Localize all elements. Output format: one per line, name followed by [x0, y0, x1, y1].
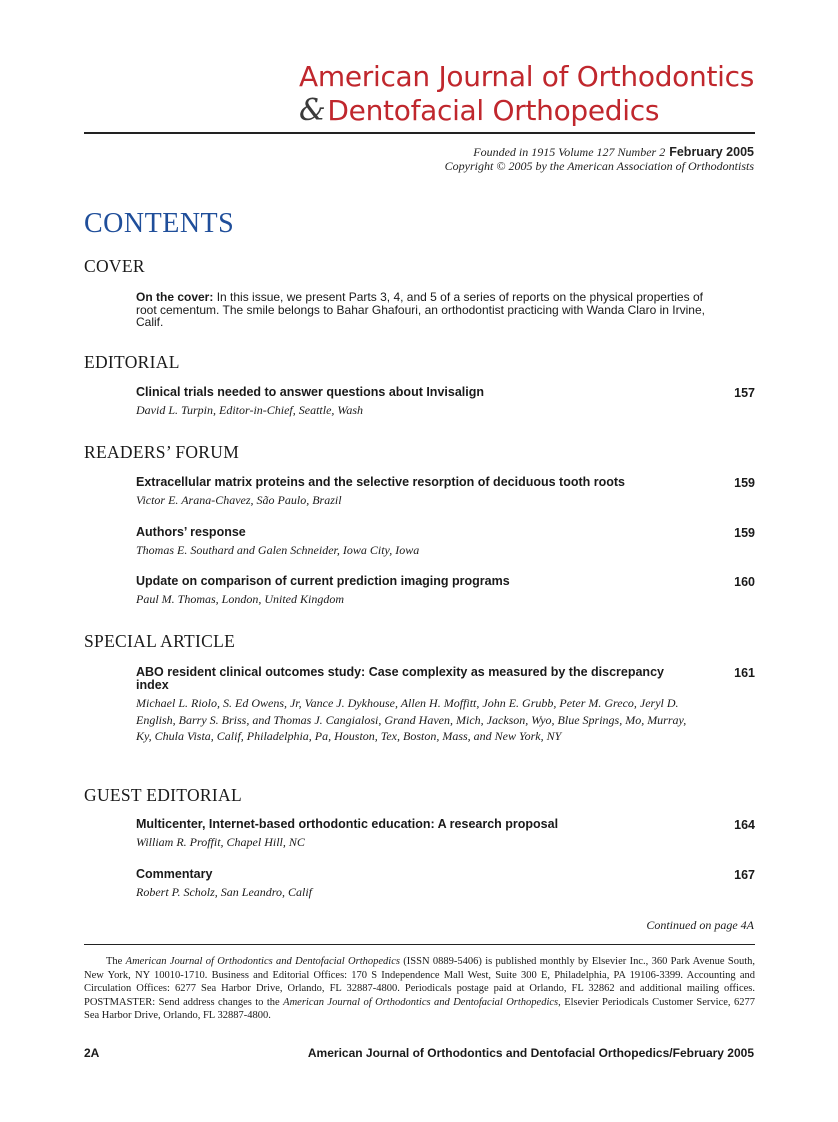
continued-note: Continued on page 4A	[646, 918, 754, 932]
section-heading-cover: COVER	[84, 256, 145, 276]
issue-info	[445, 145, 754, 173]
copyright: Copyright © 2005 by the American Association of Orthodontists	[444, 159, 754, 173]
journal-title-line2: Dentofacial Orthopedics	[327, 94, 660, 127]
page-number: 159	[734, 526, 755, 540]
page-number: 159	[734, 476, 755, 490]
toc-entry[interactable]	[136, 476, 755, 509]
toc-entry[interactable]	[136, 666, 755, 745]
article-title[interactable]: Update on comparison of current prediction imaging programs	[136, 574, 510, 588]
founded-volume: Founded in 1915 Volume 127 Number 2	[473, 145, 666, 159]
article-authors: Michael L. Riolo, S. Ed Owens, Jr, Vance J. Dykhouse, Allen H. Moffitt, John E. Grubb, Peter M. Greco, Jeryl D. English, Barry S. Briss, and Thomas J. Cangialosi, Grand Haven, Mich, Jackson, Wyo, Blue Springs, Mo, Murray, Ky, Chula Vista, Calif, Philadelphia, Pa, Houston, Tex, Boston, Mass, and New York, NY	[136, 696, 687, 743]
toc-entry[interactable]	[136, 868, 755, 901]
issue-date: February 2005	[669, 145, 754, 159]
journal-title-line2-row	[299, 94, 754, 128]
article-title[interactable]: ABO resident clinical outcomes study: Case complexity as measured by the discrepancy index	[136, 665, 664, 692]
article-title[interactable]: Authors’ response	[136, 525, 246, 539]
cover-text: In this issue, we present Parts 3, 4, and 5 of a series of reports on the physical properties of root cementum. The smile belongs to Bahar Ghafouri, an orthodontist practicing with Wanda Claro in Irvine, Calif.	[136, 290, 705, 329]
journal-logo	[299, 60, 754, 128]
footnote-rule	[84, 944, 755, 945]
section-heading-editorial: EDITORIAL	[84, 352, 180, 372]
page-number: 161	[734, 666, 755, 680]
journal-title-line1: American Journal of Orthodontics	[299, 60, 754, 93]
footnote-part3: , Elsevier Periodicals Customer Service, 6277 Sea Harbor Drive, Orlando, FL 32887-4800.	[84, 996, 755, 1021]
page-number: 167	[734, 868, 755, 882]
article-authors: Thomas E. Southard and Galen Schneider, Iowa City, Iowa	[136, 543, 420, 557]
article-title[interactable]: Multicenter, Internet-based orthodontic education: A research proposal	[136, 817, 559, 831]
contents-title: CONTENTS	[84, 208, 235, 239]
toc-entry[interactable]	[136, 386, 755, 419]
publication-footnote	[84, 955, 755, 1023]
page-number: 157	[734, 386, 755, 400]
page-number: 164	[734, 818, 755, 832]
toc-entry[interactable]	[136, 526, 755, 559]
page-number: 160	[734, 575, 755, 589]
cover-description	[136, 291, 716, 329]
footnote-journal-name: American Journal of Orthodontics and Dentofacial Orthopedics	[125, 956, 400, 967]
ampersand: &	[299, 93, 326, 128]
article-title[interactable]: Extracellular matrix proteins and the selective resorption of deciduous tooth roots	[136, 475, 625, 489]
footnote-part1: The	[106, 956, 126, 967]
running-title: American Journal of Orthodontics and Dentofacial Orthopedics/February 2005	[307, 1046, 754, 1060]
article-authors: David L. Turpin, Editor-in-Chief, Seattle, Wash	[136, 403, 363, 417]
footnote-part2: (ISSN 0889-5406) is published monthly by Elsevier Inc., 360 Park Avenue South, New York, NY 10010-1710. Business and Editorial Offices: 170 S Independence Mall West, Suite 300 E, Philadelphia, PA 19106-3399. Accounting and Circulation Offices: 6277 Sea Harbor Drive, Orlando, FL 32887-4800. Periodicals postage paid at Orlando, FL 32862 and additional mailing offices. POSTMASTER: Send address changes to the	[84, 956, 755, 1008]
article-title[interactable]: Clinical trials needed to answer questions about Invisalign	[136, 385, 484, 399]
section-heading-guest-editorial: GUEST EDITORIAL	[84, 785, 242, 805]
footnote-journal-name-2: American Journal of Orthodontics and Dentofacial Orthopedics	[283, 996, 559, 1008]
article-title[interactable]: Commentary	[136, 867, 213, 881]
section-heading-special-article: SPECIAL ARTICLE	[84, 631, 236, 651]
article-authors: William R. Proffit, Chapel Hill, NC	[136, 835, 305, 849]
page-number-footer: 2A	[84, 1046, 100, 1060]
toc-entry[interactable]	[136, 575, 755, 608]
header-rule	[84, 132, 755, 134]
toc-entry[interactable]	[136, 818, 755, 851]
article-authors: Victor E. Arana-Chavez, São Paulo, Brazil	[136, 493, 342, 507]
section-heading-readers-forum: READERS’ FORUM	[84, 442, 240, 462]
article-authors: Paul M. Thomas, London, United Kingdom	[136, 592, 345, 606]
article-authors: Robert P. Scholz, San Leandro, Calif	[136, 885, 313, 899]
cover-label: On the cover:	[136, 290, 214, 304]
